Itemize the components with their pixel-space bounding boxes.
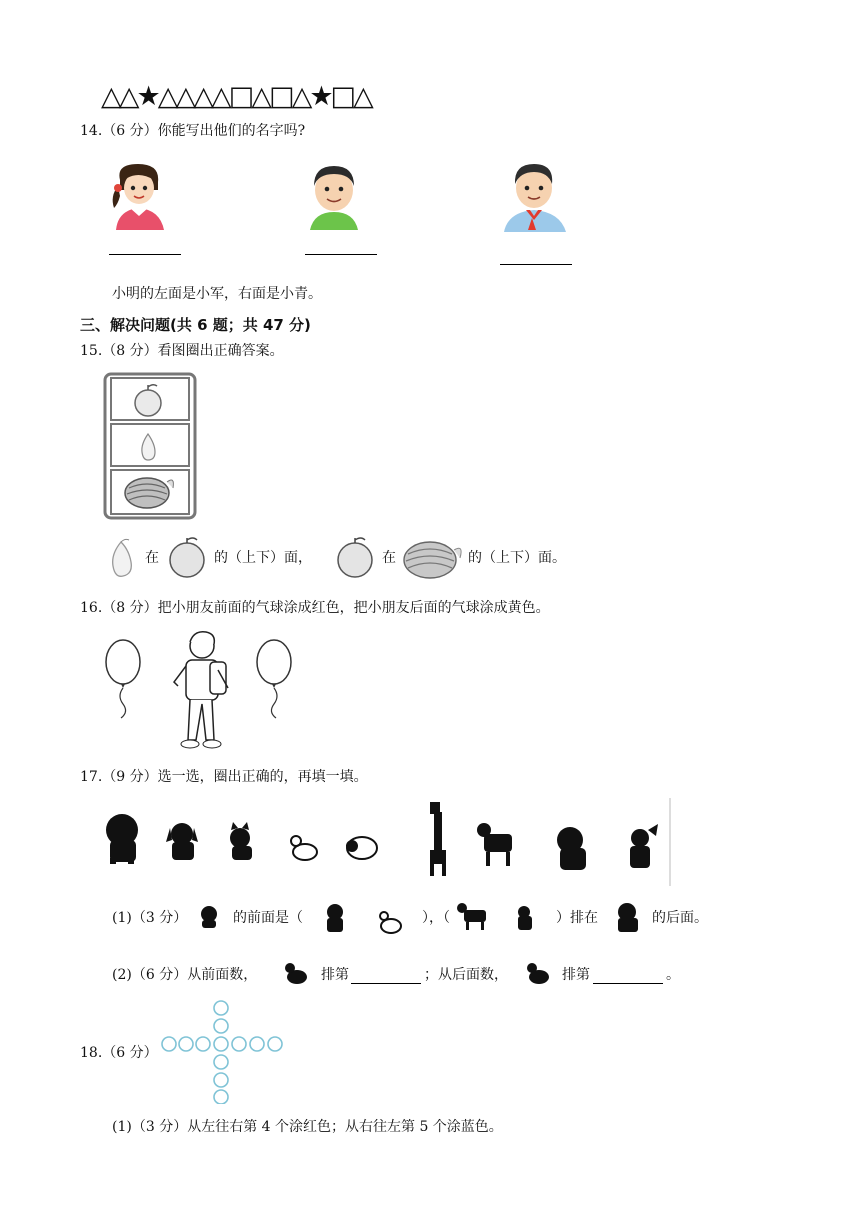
circle-icon[interactable] [214,1019,228,1033]
circle-icon[interactable] [214,1090,228,1104]
q17-part2-mid: ；从后面数， [424,967,508,983]
shape-sequence: △△★△△△△□△□△★□△ [101,81,371,112]
circle-icon[interactable] [214,1073,228,1087]
q17-rank-label-1: 排第 [321,967,349,983]
duck-icon[interactable] [378,906,404,936]
q18-part1: (1)（3 分）从左往右第 4 个涂红色；从右往左第 5 个涂蓝色。 [112,1119,503,1135]
q17-part1-mid: 的前面是（ [233,910,303,926]
balloon-front[interactable] [103,638,145,720]
name-blank-2[interactable] [305,254,377,255]
question-18: 18.（6 分） [80,1045,158,1061]
circle-icon[interactable] [268,1037,282,1051]
lion-icon-2 [557,827,586,870]
question-17: 17.（9 分）选一选，圈出正确的，再填一填。 [80,769,368,785]
q17-part2-end: 。 [666,967,680,983]
dog-icon-2 [630,824,658,868]
q17-part1-sep: ），（ [422,910,450,926]
q17-part1-tail: 的后面。 [652,910,708,926]
circle-cross-figure [158,998,290,1104]
duck-icon [283,960,309,986]
q15-zai-2: 在 [382,550,396,566]
balloon-back[interactable] [254,638,296,720]
q15-zai-1: 在 [145,550,159,566]
circle-icon[interactable] [179,1037,193,1051]
circle-icon[interactable] [196,1037,210,1051]
q14-hint: 小明的左面是小军，右面是小青。 [112,286,322,302]
fruit-shelf-figure [103,372,197,520]
section-heading: 三、解决问题(共 6 题；共 47 分) [80,316,311,334]
pear-icon [103,536,139,580]
circle-icon[interactable] [162,1037,176,1051]
name-blank-1[interactable] [109,254,181,255]
rank-blank-back[interactable] [593,983,663,984]
lion-icon [612,900,642,934]
cat-icon [230,822,252,860]
boy-with-scarf-illustration [500,160,570,232]
duck-icon [525,960,551,986]
giraffe-icon [430,802,446,876]
q17-rank-label-2: 排第 [562,967,590,983]
q17-part2-label: (2)（6 分）从前面数， [112,967,258,983]
rank-blank-front[interactable] [351,983,421,984]
apple-icon[interactable] [166,536,208,580]
dog-icon[interactable] [320,900,350,936]
circle-icon[interactable] [214,1001,228,1015]
sheep-icon [347,837,377,859]
q15-phrase-2: 的（上下）面。 [468,550,566,566]
name-blank-3[interactable] [500,264,572,265]
circle-icon[interactable] [250,1037,264,1051]
q17-part1-end: ）排在 [556,910,598,926]
duck-icon [291,836,317,860]
circle-icon[interactable] [232,1037,246,1051]
circle-icon[interactable] [214,1037,228,1051]
question-16: 16.（8 分）把小朋友前面的气球涂成红色，把小朋友后面的气球涂成黄色。 [80,600,550,616]
q17-part1-label: (1)（3 分） [112,910,188,926]
q15-phrase-1: 的（上下）面， [214,550,312,566]
child-with-backpack [166,630,236,752]
dog-icon-2[interactable] [512,902,540,934]
dog-icon [166,823,198,860]
cat-icon [196,902,222,930]
zebra-icon[interactable] [456,898,490,932]
lion-icon [106,814,138,864]
zebra-icon [477,823,512,866]
question-15: 15.（8 分）看图圈出正确答案。 [80,343,284,359]
girl-illustration [108,160,170,230]
circle-icon[interactable] [214,1055,228,1069]
question-14: 14.（6 分）你能写出他们的名字吗? [80,123,306,139]
boy-illustration [304,162,364,230]
watermelon-icon[interactable] [402,536,464,580]
apple-icon[interactable] [334,536,376,580]
animal-row [100,794,672,886]
